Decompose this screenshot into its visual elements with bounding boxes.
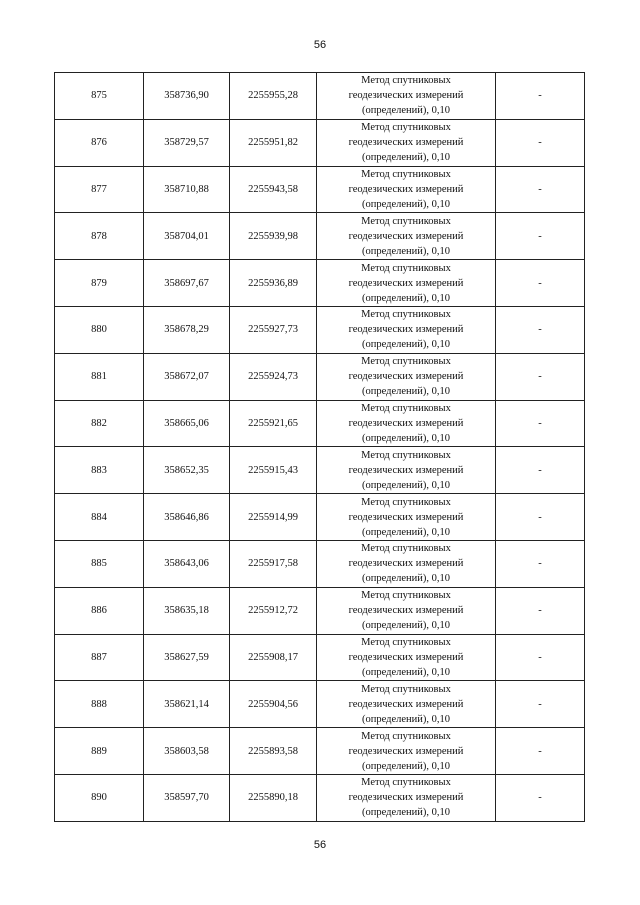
method-line: геодезических измерений bbox=[348, 651, 464, 663]
x-coordinate-cell: 358643,06 bbox=[144, 540, 230, 587]
method-line: геодезических измерений bbox=[348, 371, 464, 383]
method-line: Метод спутниковых bbox=[361, 215, 451, 227]
x-coordinate-cell: 358736,90 bbox=[144, 73, 230, 120]
method-line: (определений), 0,10 bbox=[361, 292, 451, 304]
method-cell bbox=[317, 119, 496, 166]
method-cell bbox=[317, 353, 496, 400]
method-line: геодезических измерений bbox=[348, 277, 464, 289]
method-line: (определений), 0,10 bbox=[361, 386, 451, 398]
note-cell: - bbox=[496, 73, 585, 120]
x-coordinate-cell: 358646,86 bbox=[144, 494, 230, 541]
point-number-cell: 887 bbox=[55, 634, 144, 681]
point-number-cell: 886 bbox=[55, 587, 144, 634]
point-number-cell: 882 bbox=[55, 400, 144, 447]
method-line: Метод спутниковых bbox=[361, 309, 451, 321]
table-row bbox=[55, 166, 585, 213]
point-number-cell: 877 bbox=[55, 166, 144, 213]
method-line: (определений), 0,10 bbox=[361, 198, 451, 210]
x-coordinate-cell: 358627,59 bbox=[144, 634, 230, 681]
method-line: (определений), 0,10 bbox=[361, 105, 451, 117]
table-row bbox=[55, 306, 585, 353]
method-cell bbox=[317, 447, 496, 494]
point-number-cell: 884 bbox=[55, 494, 144, 541]
table-row bbox=[55, 119, 585, 166]
coordinates-table bbox=[54, 72, 585, 822]
method-line: (определений), 0,10 bbox=[361, 807, 451, 819]
method-line: (определений), 0,10 bbox=[361, 245, 451, 257]
y-coordinate-cell: 2255912,72 bbox=[230, 587, 317, 634]
page-number-header: 56 bbox=[313, 39, 327, 51]
method-line: (определений), 0,10 bbox=[361, 152, 451, 164]
method-line: геодезических измерений bbox=[348, 511, 464, 523]
method-line: Метод спутниковых bbox=[361, 75, 451, 87]
note-cell: - bbox=[496, 681, 585, 728]
method-line: (определений), 0,10 bbox=[361, 760, 451, 772]
x-coordinate-cell: 358597,70 bbox=[144, 774, 230, 821]
x-coordinate-cell: 358603,58 bbox=[144, 728, 230, 775]
method-line: геодезических измерений bbox=[348, 183, 464, 195]
point-number-cell: 878 bbox=[55, 213, 144, 260]
note-cell: - bbox=[496, 587, 585, 634]
method-line: геодезических измерений bbox=[348, 558, 464, 570]
method-line: (определений), 0,10 bbox=[361, 432, 451, 444]
y-coordinate-cell: 2255890,18 bbox=[230, 774, 317, 821]
point-number-cell: 888 bbox=[55, 681, 144, 728]
x-coordinate-cell: 358621,14 bbox=[144, 681, 230, 728]
note-cell: - bbox=[496, 166, 585, 213]
note-cell: - bbox=[496, 400, 585, 447]
table-row bbox=[55, 73, 585, 120]
method-line: (определений), 0,10 bbox=[361, 620, 451, 632]
method-line: Метод спутниковых bbox=[361, 262, 451, 274]
method-line: геодезических измерений bbox=[348, 90, 464, 102]
note-cell: - bbox=[496, 540, 585, 587]
method-cell bbox=[317, 681, 496, 728]
point-number-cell: 875 bbox=[55, 73, 144, 120]
coordinates-table-body bbox=[55, 73, 585, 822]
method-line: Метод спутниковых bbox=[361, 168, 451, 180]
table-row bbox=[55, 728, 585, 775]
page-number-footer: 56 bbox=[313, 839, 327, 851]
note-cell: - bbox=[496, 634, 585, 681]
x-coordinate-cell: 358635,18 bbox=[144, 587, 230, 634]
table-row bbox=[55, 353, 585, 400]
x-coordinate-cell: 358697,67 bbox=[144, 260, 230, 307]
method-line: Метод спутниковых bbox=[361, 636, 451, 648]
method-cell bbox=[317, 494, 496, 541]
method-line: (определений), 0,10 bbox=[361, 479, 451, 491]
method-line: геодезических измерений bbox=[348, 745, 464, 757]
method-line: (определений), 0,10 bbox=[361, 713, 451, 725]
y-coordinate-cell: 2255915,43 bbox=[230, 447, 317, 494]
y-coordinate-cell: 2255904,56 bbox=[230, 681, 317, 728]
method-cell bbox=[317, 260, 496, 307]
method-line: геодезических измерений bbox=[348, 417, 464, 429]
method-line: геодезических измерений bbox=[348, 137, 464, 149]
note-cell: - bbox=[496, 306, 585, 353]
note-cell: - bbox=[496, 260, 585, 307]
method-line: геодезических измерений bbox=[348, 698, 464, 710]
table-row bbox=[55, 447, 585, 494]
x-coordinate-cell: 358704,01 bbox=[144, 213, 230, 260]
y-coordinate-cell: 2255936,89 bbox=[230, 260, 317, 307]
y-coordinate-cell: 2255943,58 bbox=[230, 166, 317, 213]
method-cell bbox=[317, 728, 496, 775]
note-cell: - bbox=[496, 447, 585, 494]
y-coordinate-cell: 2255914,99 bbox=[230, 494, 317, 541]
method-line: Метод спутниковых bbox=[361, 730, 451, 742]
point-number-cell: 890 bbox=[55, 774, 144, 821]
method-line: (определений), 0,10 bbox=[361, 573, 451, 585]
y-coordinate-cell: 2255921,65 bbox=[230, 400, 317, 447]
method-line: геодезических измерений bbox=[348, 230, 464, 242]
y-coordinate-cell: 2255955,28 bbox=[230, 73, 317, 120]
method-cell bbox=[317, 634, 496, 681]
method-line: Метод спутниковых bbox=[361, 122, 451, 134]
method-cell bbox=[317, 400, 496, 447]
x-coordinate-cell: 358729,57 bbox=[144, 119, 230, 166]
y-coordinate-cell: 2255951,82 bbox=[230, 119, 317, 166]
point-number-cell: 883 bbox=[55, 447, 144, 494]
method-line: Метод спутниковых bbox=[361, 496, 451, 508]
method-line: геодезических измерений bbox=[348, 605, 464, 617]
y-coordinate-cell: 2255893,58 bbox=[230, 728, 317, 775]
point-number-cell: 876 bbox=[55, 119, 144, 166]
method-line: (определений), 0,10 bbox=[361, 526, 451, 538]
table-row bbox=[55, 213, 585, 260]
method-line: геодезических измерений bbox=[348, 324, 464, 336]
method-line: геодезических измерений bbox=[348, 792, 464, 804]
y-coordinate-cell: 2255939,98 bbox=[230, 213, 317, 260]
x-coordinate-cell: 358710,88 bbox=[144, 166, 230, 213]
table-row bbox=[55, 681, 585, 728]
method-line: геодезических измерений bbox=[348, 464, 464, 476]
y-coordinate-cell: 2255908,17 bbox=[230, 634, 317, 681]
table-row bbox=[55, 494, 585, 541]
x-coordinate-cell: 358672,07 bbox=[144, 353, 230, 400]
note-cell: - bbox=[496, 494, 585, 541]
method-cell bbox=[317, 306, 496, 353]
method-line: Метод спутниковых bbox=[361, 356, 451, 368]
method-line: Метод спутниковых bbox=[361, 777, 451, 789]
method-cell bbox=[317, 587, 496, 634]
point-number-cell: 880 bbox=[55, 306, 144, 353]
point-number-cell: 881 bbox=[55, 353, 144, 400]
table-row bbox=[55, 774, 585, 821]
table-row bbox=[55, 260, 585, 307]
point-number-cell: 879 bbox=[55, 260, 144, 307]
note-cell: - bbox=[496, 728, 585, 775]
y-coordinate-cell: 2255917,58 bbox=[230, 540, 317, 587]
note-cell: - bbox=[496, 213, 585, 260]
method-line: (определений), 0,10 bbox=[361, 666, 451, 678]
method-line: Метод спутниковых bbox=[361, 590, 451, 602]
method-line: (определений), 0,10 bbox=[361, 339, 451, 351]
method-line: Метод спутниковых bbox=[361, 683, 451, 695]
y-coordinate-cell: 2255927,73 bbox=[230, 306, 317, 353]
point-number-cell: 885 bbox=[55, 540, 144, 587]
table-row bbox=[55, 400, 585, 447]
note-cell: - bbox=[496, 774, 585, 821]
point-number-cell: 889 bbox=[55, 728, 144, 775]
method-line: Метод спутниковых bbox=[361, 402, 451, 414]
method-cell bbox=[317, 774, 496, 821]
method-cell bbox=[317, 73, 496, 120]
method-cell bbox=[317, 540, 496, 587]
method-line: Метод спутниковых bbox=[361, 543, 451, 555]
table-row bbox=[55, 587, 585, 634]
table-row bbox=[55, 634, 585, 681]
x-coordinate-cell: 358652,35 bbox=[144, 447, 230, 494]
method-cell bbox=[317, 166, 496, 213]
note-cell: - bbox=[496, 353, 585, 400]
method-line: Метод спутниковых bbox=[361, 449, 451, 461]
note-cell: - bbox=[496, 119, 585, 166]
method-cell bbox=[317, 213, 496, 260]
x-coordinate-cell: 358678,29 bbox=[144, 306, 230, 353]
y-coordinate-cell: 2255924,73 bbox=[230, 353, 317, 400]
table-row bbox=[55, 540, 585, 587]
x-coordinate-cell: 358665,06 bbox=[144, 400, 230, 447]
